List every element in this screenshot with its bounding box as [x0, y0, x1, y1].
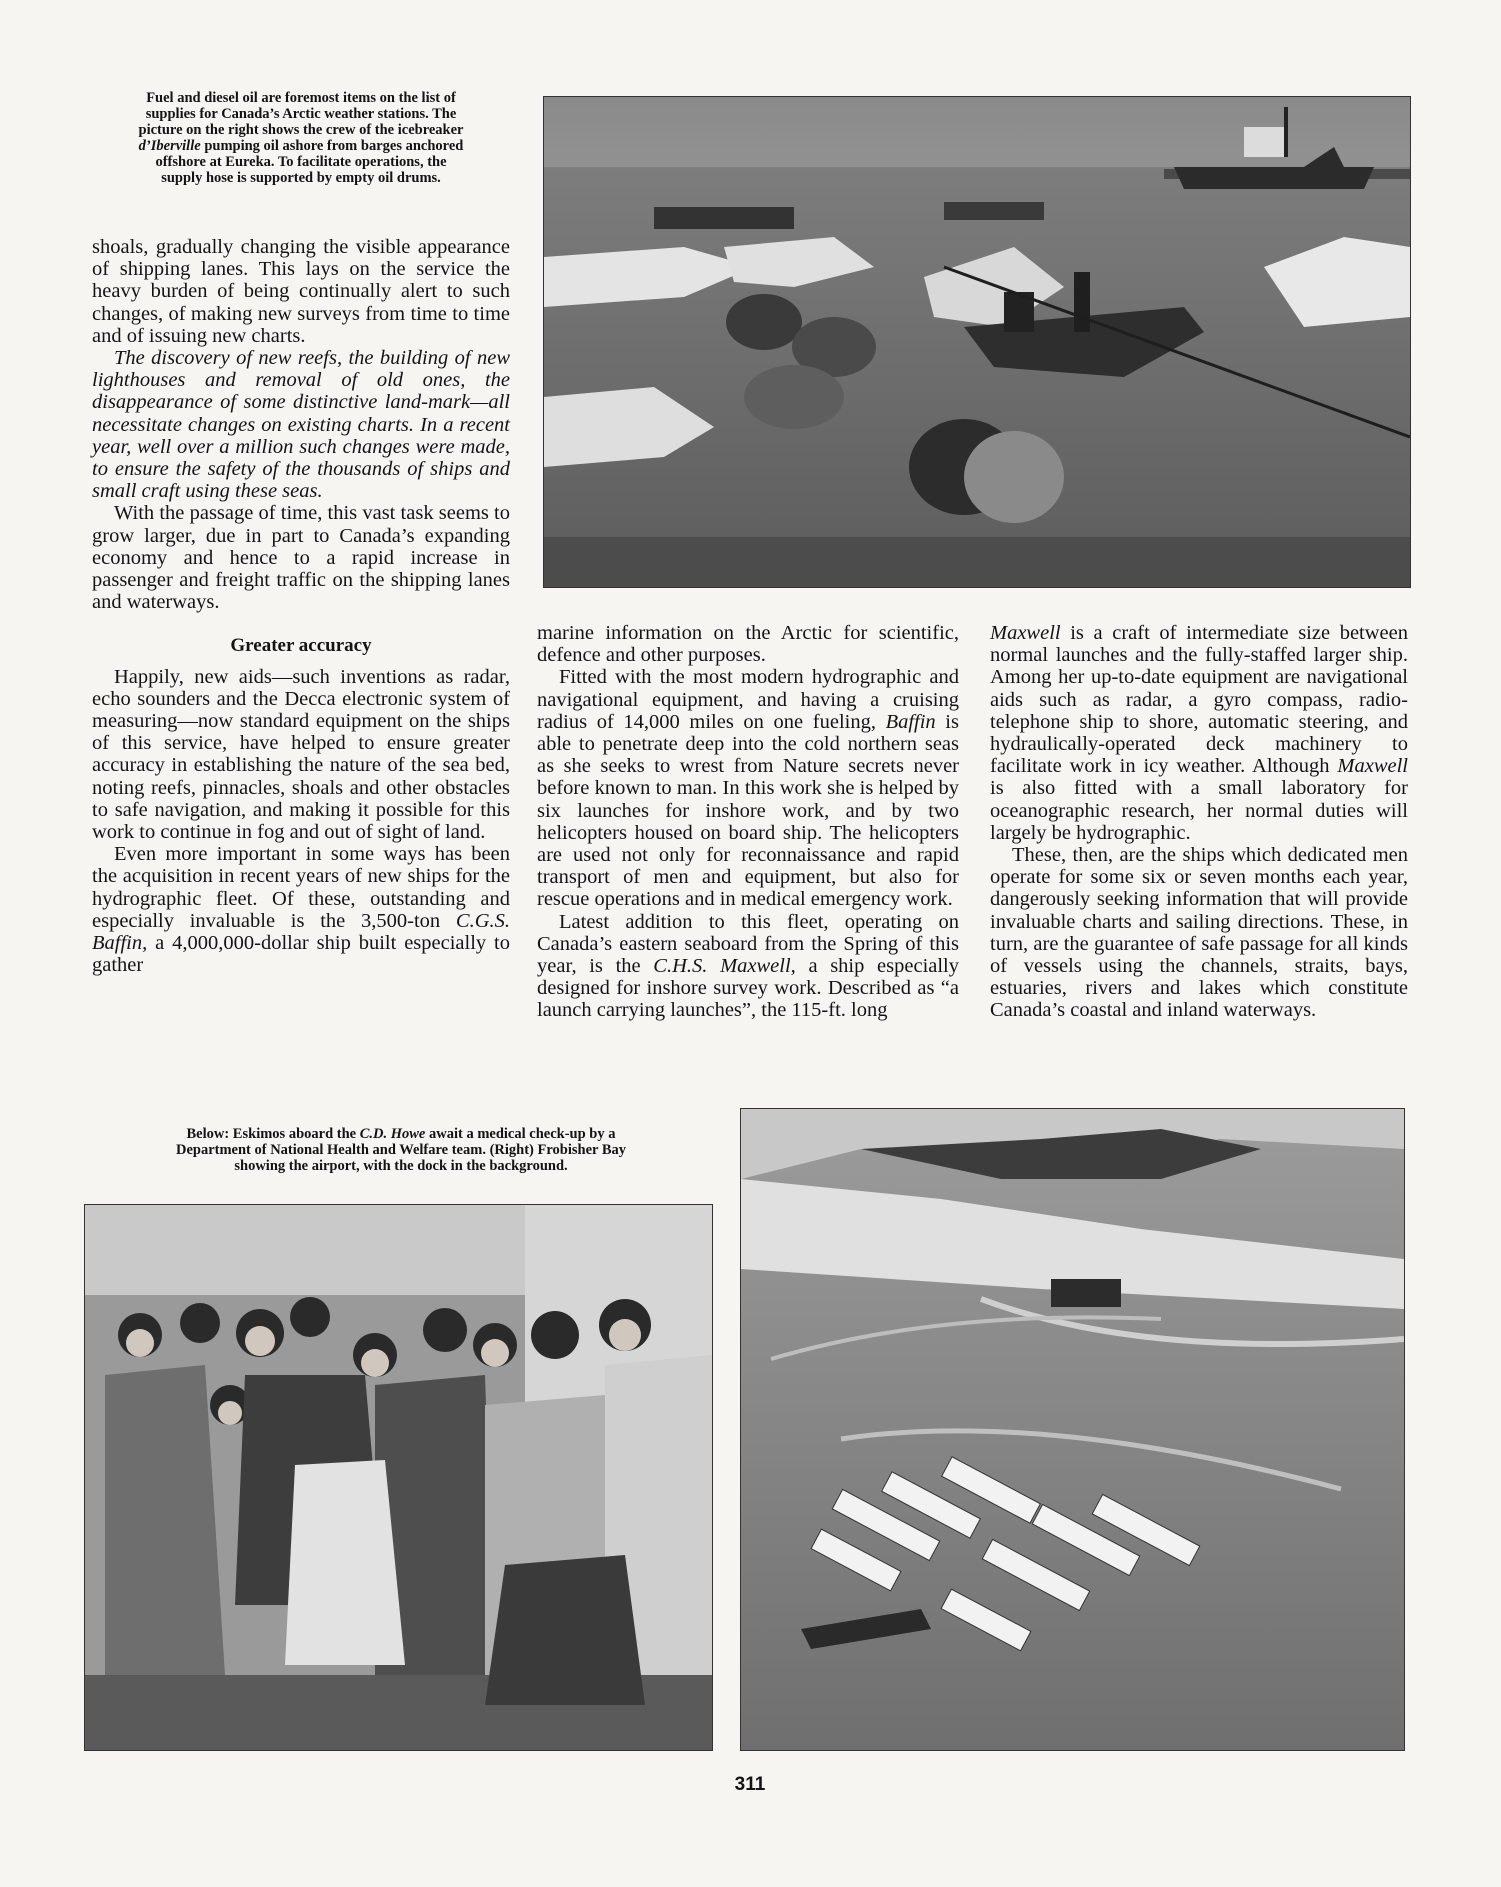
col1-paragraph-4: Happily, new aids—such inventions as radar, echo sounders and the Decca electronic system of measuring—now standard equipment on the ships of this service, have helped to ensure greater accuracy in establishing the nature of the sea bed, noting reefs, pinnacles, shoals and other obstacles to safe navigation, and making it possible for this work to continue in fog and out of sight of land. — [92, 665, 510, 844]
frobisher-bay-aerial-photo — [740, 1108, 1405, 1751]
eskimo-group-photo — [84, 1204, 713, 1751]
bottom-photo-caption: Below: Eskimos aboard the C.D. Howe await a medical check-up by a Department of National Health and Welfare team. (Right) Frobisher Bay showing the airport, with the dock in the background. — [175, 1126, 626, 1174]
column-1 — [92, 236, 510, 977]
col1-paragraph-3: With the passage of time, this vast task seems to grow larger, due in part to Canada’s expanding economy and hence to a rapid increase in passenger and freight traffic on the shipping lanes and waterways. — [92, 502, 510, 614]
col1-paragraph-5: Even more important in some ways has been the acquisition in recent years of new ships for the hydrographic fleet. Of these, outstanding and especially invaluable is the 3,500-ton C.G.S. Baffin, a 4,000,000-dollar ship built especially to gather — [92, 843, 510, 977]
page-number: 311 — [734, 1774, 766, 1795]
col2-paragraph-3: Latest addition to this fleet, operating on Canada’s eastern seaboard from the Spring of this year, is the C.H.S. Maxwell, a ship especially designed for inshore survey work. Described as “a launch carrying launches”, the 115-ft. long — [537, 910, 960, 1022]
col3-paragraph-2: These, then, are the ships which dedicated men operate for some six or seven months each year, dangerously seeking information that will provide invaluable charts and sailing directions. These, in turn, are the guarantee of safe passage for all kinds of vessels using the channels, straits, bays, estuaries, rivers and lakes which constitute Canada’s coastal and inland waterways. — [990, 844, 1408, 1022]
col2-paragraph-2: Fitted with the most modern hydrographic and navigational equipment, and having a cruising radius of 14,000 miles on one fueling, Baffin is able to penetrate deep into the cold northern seas as she seeks to wrest from Nature secrets never before known to man. In this work she is helped by six launches for inshore work, and by two helicopters housed on board ship. The helicopters are used not only for reconnaissance and rapid transport of men and equipment, but also for rescue operations and in medical emergency work. — [537, 666, 959, 911]
column-3 — [990, 622, 1408, 1022]
section-heading-greater-accuracy: Greater accuracy — [230, 635, 372, 657]
col3-paragraph-1: Maxwell is a craft of intermediate size between normal launches and the fully-staffed larger ship. Among her up-to-date equipment are navigational aids such as radar, a gyro compass, radio-telephone ship to shore, automatic steering, and hydraulically-operated deck machinery to facilitate work in icy weather. Although Maxwell is also fitted with a small laboratory for oceanographic research, her normal duties will largely be hydrographic. — [990, 622, 1408, 844]
col1-paragraph-2: The discovery of new reefs, the building of new lighthouses and removal of old ones, the disappearance of some distinctive land-mark—all necessitate changes on existing charts. In a recent year, well over a million such changes were made, to ensure the safety of the thousands of ships and small craft using these seas. — [92, 347, 510, 503]
icebreaker-oil-photo — [543, 96, 1411, 588]
col2-paragraph-1: marine information on the Arctic for scientific, defence and other purposes. — [537, 622, 959, 667]
top-photo-caption: Fuel and diesel oil are foremost items on the list of supplies for Canada’s Arctic weather stations. The picture on the right shows the crew of the icebreaker d’Iberville pumping oil ashore from barges anchored offshore at Eureka. To facilitate operations, the supply hose is supported by empty oil drums. — [138, 90, 464, 186]
column-2 — [537, 622, 959, 1022]
col1-paragraph-1: shoals, gradually changing the visible appearance of shipping lanes. This lays on the service the heavy burden of being continually alert to such changes, of making new surveys from time to time and of issuing new charts. — [92, 236, 510, 347]
